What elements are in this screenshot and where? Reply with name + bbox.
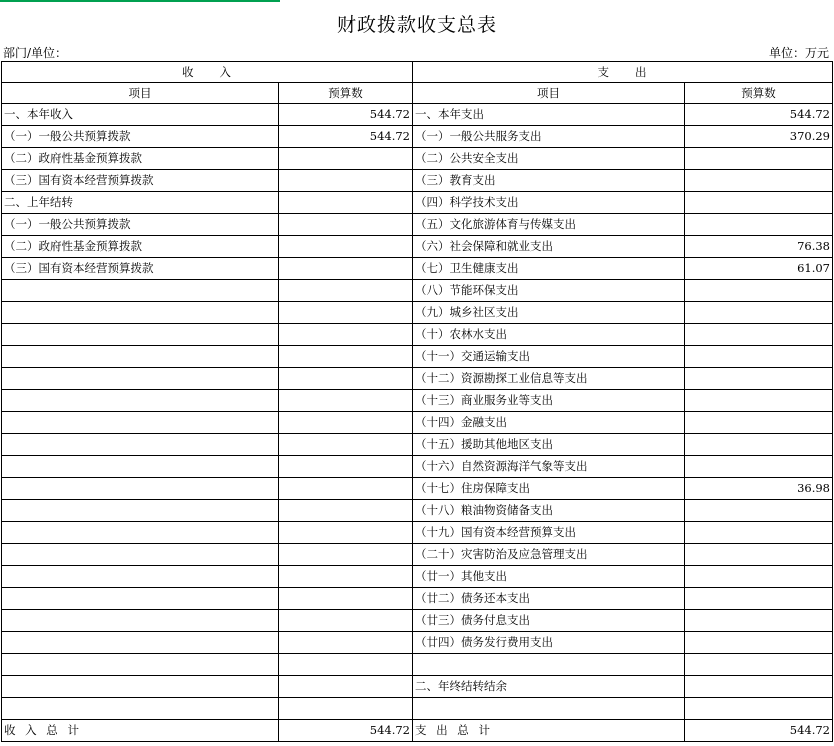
expense-budget-cell — [685, 698, 833, 720]
table-row — [2, 544, 833, 566]
table-row — [2, 192, 833, 214]
page-title: 财政拨款收支总表 — [336, 14, 497, 36]
expense-item-cell — [413, 698, 685, 720]
income-budget-cell — [279, 610, 413, 632]
income-total-label: 收 入 总 计 — [2, 720, 279, 742]
income-item-cell — [2, 368, 279, 390]
income-budget-cell — [279, 588, 413, 610]
expense-budget-cell: 36.98 — [685, 478, 833, 500]
expense-budget-cell — [685, 390, 833, 412]
income-item-cell — [2, 566, 279, 588]
expense-item-cell: （四）科学技术支出 — [413, 192, 685, 214]
income-item-cell — [2, 632, 279, 654]
expense-budget-cell — [685, 412, 833, 434]
income-section-header: 收 入 — [2, 62, 413, 83]
income-item-cell — [2, 412, 279, 434]
expense-item-cell: （十）农林水支出 — [413, 324, 685, 346]
income-budget-cell — [279, 258, 413, 280]
expense-item-cell: （十三）商业服务业等支出 — [413, 390, 685, 412]
income-budget-cell — [279, 324, 413, 346]
income-item-cell: 二、上年结转 — [2, 192, 279, 214]
expense-item-header: 项目 — [413, 83, 685, 104]
table-row — [2, 258, 833, 280]
table-row — [2, 412, 833, 434]
expense-budget-cell — [685, 214, 833, 236]
table-row — [2, 214, 833, 236]
expense-item-cell: （一）一般公共服务支出 — [413, 126, 685, 148]
income-item-cell — [2, 654, 279, 676]
income-budget-cell — [279, 654, 413, 676]
expense-budget-cell — [685, 302, 833, 324]
income-budget-cell — [279, 280, 413, 302]
sheet-selection-indicator — [0, 0, 280, 2]
expense-item-cell: （十一）交通运输支出 — [413, 346, 685, 368]
table-row — [2, 698, 833, 720]
expense-budget-cell — [685, 654, 833, 676]
income-budget-cell — [279, 148, 413, 170]
income-item-cell — [2, 522, 279, 544]
expense-item-cell: （二）公共安全支出 — [413, 148, 685, 170]
expense-budget-cell — [685, 676, 833, 698]
expense-budget-cell — [685, 368, 833, 390]
expense-budget-cell — [685, 588, 833, 610]
income-budget-header: 预算数 — [279, 83, 413, 104]
table-row — [2, 390, 833, 412]
expense-budget-cell — [685, 192, 833, 214]
table-row — [2, 610, 833, 632]
income-item-cell: 一、本年收入 — [2, 104, 279, 126]
expense-section-header: 支 出 — [413, 62, 833, 83]
income-item-cell — [2, 500, 279, 522]
department-label: 部门/单位： — [3, 46, 68, 60]
expense-item-cell: （十七）住房保障支出 — [413, 478, 685, 500]
income-budget-cell — [279, 302, 413, 324]
expense-item-cell: （十九）国有资本经营预算支出 — [413, 522, 685, 544]
income-item-cell — [2, 434, 279, 456]
totals-row — [2, 720, 833, 742]
income-budget-cell — [279, 698, 413, 720]
income-item-cell — [2, 676, 279, 698]
table-row — [2, 588, 833, 610]
table-row — [2, 148, 833, 170]
income-budget-cell — [279, 456, 413, 478]
table-row — [2, 456, 833, 478]
table-row — [2, 346, 833, 368]
expense-item-cell: （十四）金融支出 — [413, 412, 685, 434]
expense-item-cell: （七）卫生健康支出 — [413, 258, 685, 280]
table-row — [2, 522, 833, 544]
table-row — [2, 236, 833, 258]
income-budget-cell — [279, 522, 413, 544]
income-budget-cell — [279, 214, 413, 236]
expense-item-cell: （廿三）债务付息支出 — [413, 610, 685, 632]
budget-table — [1, 61, 833, 742]
income-item-cell — [2, 588, 279, 610]
expense-budget-cell — [685, 280, 833, 302]
column-header-row — [2, 83, 833, 104]
income-budget-cell — [279, 478, 413, 500]
table-row — [2, 632, 833, 654]
income-budget-cell — [279, 236, 413, 258]
income-budget-cell — [279, 412, 413, 434]
expense-budget-cell — [685, 434, 833, 456]
table-row — [2, 654, 833, 676]
income-item-cell — [2, 302, 279, 324]
expense-budget-cell: 76.38 — [685, 236, 833, 258]
expense-item-cell: （八）节能环保支出 — [413, 280, 685, 302]
income-total-value: 544.72 — [279, 720, 413, 742]
expense-item-cell: （十五）援助其他地区支出 — [413, 434, 685, 456]
income-item-cell: （二）政府性基金预算拨款 — [2, 148, 279, 170]
income-item-cell — [2, 280, 279, 302]
table-row — [2, 170, 833, 192]
expense-budget-cell — [685, 610, 833, 632]
expense-item-cell: （九）城乡社区支出 — [413, 302, 685, 324]
income-item-cell — [2, 698, 279, 720]
expense-item-cell: （六）社会保障和就业支出 — [413, 236, 685, 258]
income-budget-cell — [279, 544, 413, 566]
income-budget-cell: 544.72 — [279, 104, 413, 126]
expense-budget-cell — [685, 324, 833, 346]
income-budget-cell — [279, 566, 413, 588]
income-budget-cell — [279, 192, 413, 214]
expense-budget-cell — [685, 522, 833, 544]
expense-budget-cell: 544.72 — [685, 104, 833, 126]
table-row — [2, 368, 833, 390]
table-row — [2, 434, 833, 456]
expense-budget-cell: 370.29 — [685, 126, 833, 148]
expense-budget-cell — [685, 346, 833, 368]
income-item-cell: （一）一般公共预算拨款 — [2, 214, 279, 236]
expense-item-cell: 二、年终结转结余 — [413, 676, 685, 698]
expense-item-cell: （十六）自然资源海洋气象等支出 — [413, 456, 685, 478]
expense-budget-cell: 61.07 — [685, 258, 833, 280]
income-item-cell: （一）一般公共预算拨款 — [2, 126, 279, 148]
table-row — [2, 104, 833, 126]
expense-budget-cell — [685, 632, 833, 654]
income-item-cell — [2, 610, 279, 632]
unit-label: 单位：万元 — [768, 46, 829, 60]
expense-total-label: 支 出 总 计 — [413, 720, 685, 742]
expense-item-cell: （三）教育支出 — [413, 170, 685, 192]
income-budget-cell — [279, 434, 413, 456]
income-item-cell — [2, 544, 279, 566]
income-budget-cell — [279, 632, 413, 654]
expense-item-cell: （廿四）债务发行费用支出 — [413, 632, 685, 654]
expense-item-cell: （二十）灾害防治及应急管理支出 — [413, 544, 685, 566]
income-budget-cell — [279, 170, 413, 192]
expense-budget-cell — [685, 566, 833, 588]
income-budget-cell: 544.72 — [279, 126, 413, 148]
income-item-cell — [2, 324, 279, 346]
table-body — [2, 104, 833, 720]
table-row — [2, 126, 833, 148]
table-row — [2, 566, 833, 588]
income-budget-cell — [279, 368, 413, 390]
table-row — [2, 478, 833, 500]
income-item-cell — [2, 456, 279, 478]
expense-budget-cell — [685, 170, 833, 192]
table-row — [2, 500, 833, 522]
income-item-cell — [2, 346, 279, 368]
expense-budget-header: 预算数 — [685, 83, 833, 104]
income-item-cell: （三）国有资本经营预算拨款 — [2, 258, 279, 280]
income-item-cell — [2, 390, 279, 412]
expense-item-cell: （廿一）其他支出 — [413, 566, 685, 588]
income-budget-cell — [279, 346, 413, 368]
income-item-header: 项目 — [2, 83, 279, 104]
expense-item-cell: （十二）资源勘探工业信息等支出 — [413, 368, 685, 390]
income-budget-cell — [279, 676, 413, 698]
table-row — [2, 280, 833, 302]
expense-budget-cell — [685, 148, 833, 170]
income-item-cell: （三）国有资本经营预算拨款 — [2, 170, 279, 192]
expense-budget-cell — [685, 500, 833, 522]
expense-item-cell: （廿二）债务还本支出 — [413, 588, 685, 610]
expense-item-cell: 一、本年支出 — [413, 104, 685, 126]
table-row — [2, 676, 833, 698]
table-row — [2, 324, 833, 346]
expense-item-cell: （十八）粮油物资储备支出 — [413, 500, 685, 522]
expense-item-cell — [413, 654, 685, 676]
section-header-row — [2, 62, 833, 83]
expense-total-value: 544.72 — [685, 720, 833, 742]
table-row — [2, 302, 833, 324]
income-budget-cell — [279, 500, 413, 522]
income-item-cell — [2, 478, 279, 500]
expense-item-cell: （五）文化旅游体育与传媒支出 — [413, 214, 685, 236]
income-budget-cell — [279, 390, 413, 412]
income-item-cell: （二）政府性基金预算拨款 — [2, 236, 279, 258]
expense-budget-cell — [685, 456, 833, 478]
expense-budget-cell — [685, 544, 833, 566]
